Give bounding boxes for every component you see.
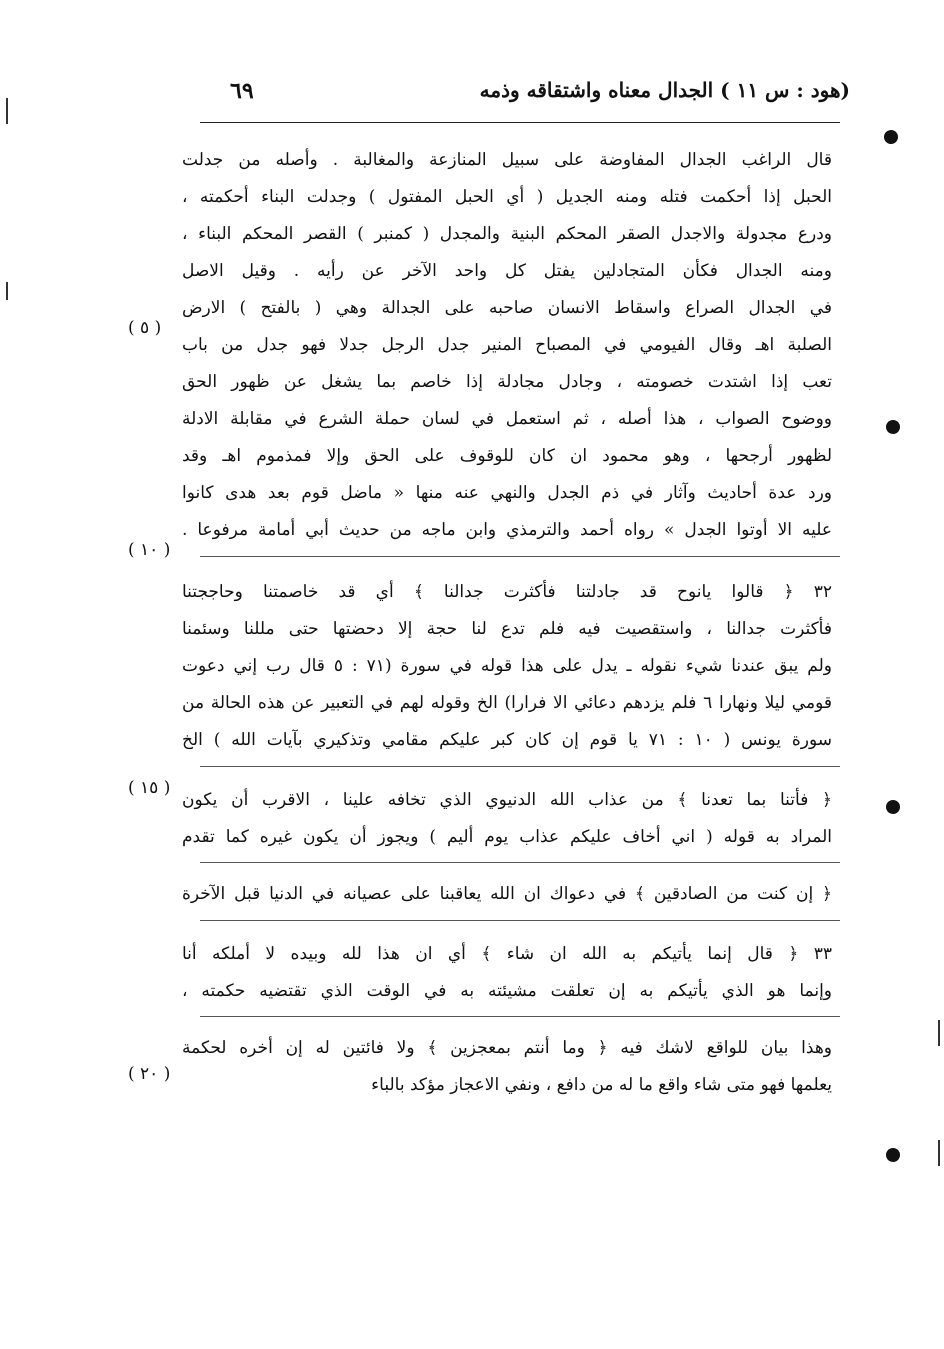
binding-dot (886, 1148, 900, 1162)
header-title: (هود : س ١١ ) الجدال معناه واشتقاقه وذمه (479, 78, 850, 102)
text-line: ﴿ فأتنا بما تعدنا ﴾ من عذاب الله الدنيوي الذي تخافه علينا ، الاقرب أن يكون (182, 790, 832, 810)
binding-dot (886, 420, 900, 434)
text-line: سورة يونس ( ١٠ : ٧١ يا قوم إن كان كبر عليكم مقامي وتذكيري بآيات الله ) الخ (182, 730, 832, 750)
header-rule (200, 122, 840, 124)
text-line: الصلبة اهـ وقال الفيومي في المصباح المنير جدل الرجل جدلا فهو جدل من باب (182, 335, 832, 355)
running-header (190, 78, 850, 118)
scan-edge-mark (6, 98, 8, 124)
scan-edge-mark (6, 282, 8, 300)
line-marker: ( ٢٠ ) (128, 1064, 171, 1084)
page-number: ٦٩ (230, 78, 254, 104)
text-line: ومنه الجدال فكأن المتجادلين يفتل كل واحد الآخر عن رأيه . وقيل الاصل (182, 261, 832, 281)
text-line: تعب إذا اشتدت خصومته ، وجادل مجادلة إذا خاصم بما يشغل عن ظهور الحق (182, 372, 832, 392)
text-line: ولم يبق عندنا شيء نقوله ـ يدل على هذا قوله في سورة (٧١ : ٥ قال رب إني دعوت (182, 656, 832, 676)
text-line: ٣٢ ﴿ قالوا يانوح قد جادلتنا فأكثرت جدالنا ﴾ أي قد خاصمتنا وحاججتنا (182, 582, 832, 602)
text-line: ورد عدة أحاديث وآثار في ذم الجدل والنهي عنه منها « ماضل قوم بعد هدى كانوا (182, 483, 832, 503)
line-marker: ( ١٠ ) (128, 540, 171, 560)
section-divider (200, 920, 840, 921)
section-divider (200, 766, 840, 767)
text-line: عليه الا أوتوا الجدل » رواه أحمد والترمذي وابن ماجه من حديث أبي أمامة مرفوعا . (182, 520, 832, 540)
binding-dot (886, 800, 900, 814)
text-line: ودرع مجدولة والاجدل الصقر المحكم البنية والمجدل ( كمنبر ) القصر المحكم البناء ، (182, 224, 832, 244)
text-line: قال الراغب الجدال المفاوضة على سبيل المنازعة والمغالبة . وأصله من جدلت (182, 150, 832, 170)
section-divider (200, 1016, 840, 1017)
text-line: فأكثرت جدالنا ، واستقصيت فيه فلم تدع لنا حجة إلا دحضتها حتى مللنا وسئمنا (182, 619, 832, 639)
text-line: يعلمها فهو متى شاء واقع ما له من دافع ، ونفي الاعجاز مؤكد بالباء (371, 1075, 832, 1095)
line-marker: ( ١٥ ) (128, 778, 171, 798)
text-line: وهذا بيان للواقع لاشك فيه ﴿ وما أنتم بمعجزين ﴾ ولا فائتين له إن أخره لحكمة (182, 1038, 832, 1058)
scan-edge-mark (938, 1140, 940, 1166)
text-line: المراد به قوله ( اني أخاف عليكم عذاب يوم أليم ) ويجوز أن يكون غيره كما تقدم (182, 827, 832, 847)
text-line: ووضوح الصواب ، هذا أصله ، ثم استعمل في لسان حملة الشرع في مقابلة الادلة (182, 409, 832, 429)
text-line: في الجدال الصراع واسقاط الانسان صاحبه على الجدالة وهي ( بالفتح ) الارض (182, 298, 832, 318)
text-line: قومي ليلا ونهارا ٦ فلم يزدهم دعائي الا فرارا) الخ وقوله لهم في التعبير عن هذه الحالة من (182, 693, 832, 713)
text-line: الحبل إذا أحكمت فتله ومنه الجديل ( أي الحبل المفتول ) وجدلت البناء أحكمته ، (182, 187, 832, 207)
text-line: ٣٣ ﴿ قال إنما يأتيكم به الله ان شاء ﴾ أي ان هذا لله وبيده لا أملكه أنا (182, 944, 832, 964)
text-line: ﴿ إن كنت من الصادقين ﴾ في دعواك ان الله يعاقبنا على عصيانه في الدنيا قبل الآخرة (182, 884, 832, 904)
text-line: وإنما هو الذي يأتيكم به إن تعلقت مشيئته به في الوقت الذي تقتضيه حكمته ، (182, 981, 832, 1001)
scan-edge-mark (938, 1020, 940, 1046)
text-line: لظهور أرجحها ، وهو محمود ان كان للوقوف على الحق وإلا فمذموم اهـ وقد (182, 446, 832, 466)
binding-dot (884, 130, 898, 144)
line-marker: ( ٥ ) (128, 318, 162, 338)
section-divider (200, 556, 840, 557)
section-divider (200, 862, 840, 863)
